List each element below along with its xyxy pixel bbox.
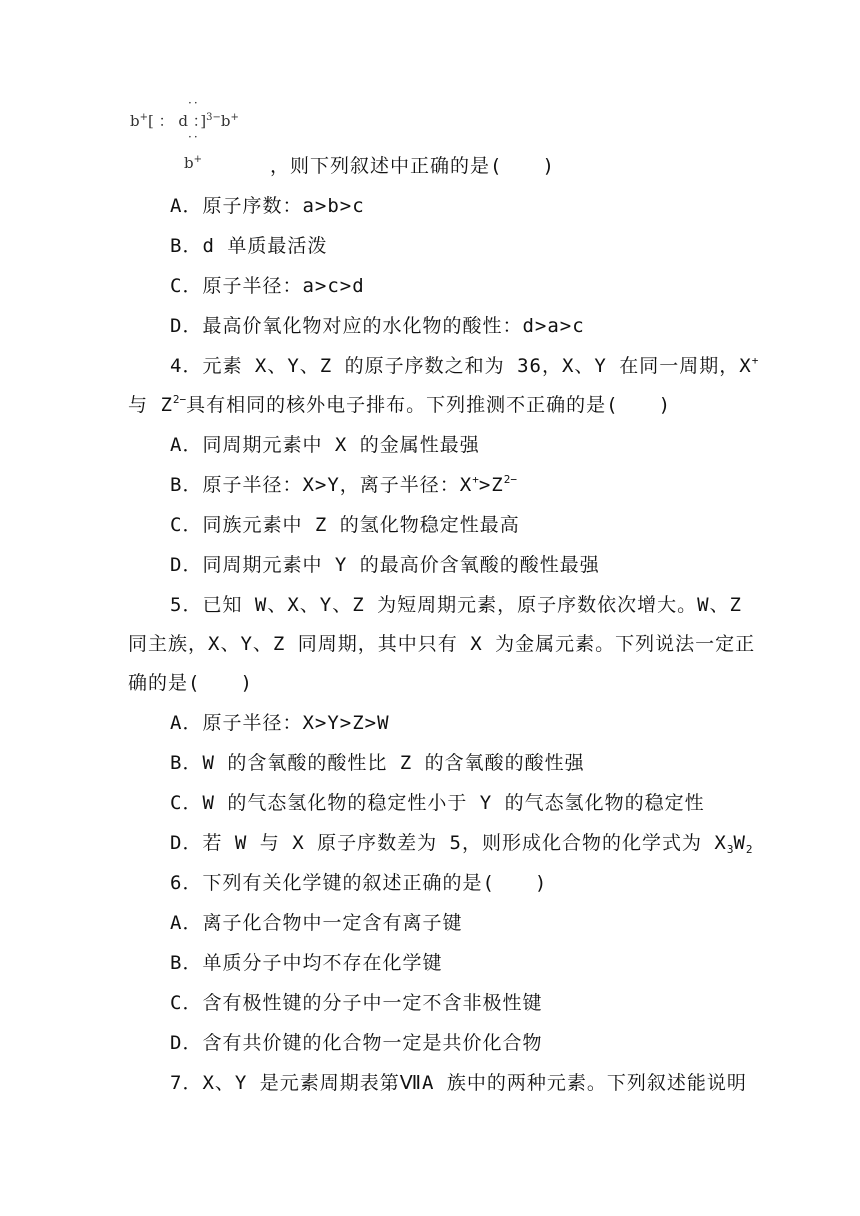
q4-stem-line2: 与 $Z^{2-}$具有相同的核外电子排布。下列推测不正确的是( ) bbox=[128, 393, 672, 416]
electron-dot-formula bbox=[130, 96, 290, 186]
left-cation: b bbox=[130, 112, 140, 130]
q5-option-c: C．W 的气态氢化物的稳定性小于 Y 的气态氢化物的稳定性 bbox=[170, 792, 705, 814]
q5-stem-line1: 5．已知 W、X、Y、Z 为短周期元素，原子序数依次增大。W、Z bbox=[170, 594, 742, 616]
right-cation-charge: + bbox=[230, 112, 239, 123]
lone-pair-top: ·· bbox=[188, 96, 200, 110]
q5-option-d: D．若 W 与 X 原子序数差为 5，则形成化合物的化学式为 $X_3W_2$ bbox=[170, 832, 753, 856]
q7-stem: 7．X、Y 是元素周期表第ⅦA 族中的两种元素。下列叙述能说明 bbox=[170, 1072, 747, 1094]
bottom-cation: b bbox=[184, 154, 194, 172]
q6-stem: 6．下列有关化学键的叙述正确的是( ) bbox=[170, 872, 548, 894]
q6-option-b: B．单质分子中均不存在化学键 bbox=[170, 952, 443, 974]
q4-option-d: D．同周期元素中 Y 的最高价含氧酸的酸性最强 bbox=[170, 554, 600, 576]
right-cation: b bbox=[220, 112, 231, 130]
q3-option-a: A．原子序数：a>b>c bbox=[170, 195, 365, 217]
q4-option-c: C．同族元素中 Z 的氢化物稳定性最高 bbox=[170, 514, 520, 536]
left-cation-charge: + bbox=[139, 112, 148, 123]
formula-main-row bbox=[130, 112, 239, 130]
lone-pair-bottom: ·· bbox=[188, 130, 200, 144]
q4-option-b: B．原子半径：X>Y，离子半径：$X^+>Z^{2-}$ bbox=[170, 473, 517, 496]
q5-stem-line2: 同主族，X、Y、Z 同周期，其中只有 X 为金属元素。下列说法一定正 bbox=[128, 633, 756, 655]
q6-option-a: A．离子化合物中一定含有离子键 bbox=[170, 912, 463, 934]
open-bracket: [ ： bbox=[148, 112, 174, 130]
q5-option-b: B．W 的含氧酸的酸性比 Z 的含氧酸的酸性强 bbox=[170, 752, 585, 774]
bottom-cation-charge: + bbox=[193, 154, 202, 165]
q3-option-c: C．原子半径：a>c>d bbox=[170, 275, 365, 297]
q6-option-d: D．含有共价键的化合物一定是共价化合物 bbox=[170, 1032, 543, 1054]
anion-charge: 3− bbox=[206, 112, 221, 123]
q3-stem-tail: ，则下列叙述中正确的是( ) bbox=[270, 155, 555, 177]
q3-option-b: B．d 单质最活泼 bbox=[170, 235, 328, 257]
center-atom: d bbox=[178, 112, 189, 130]
q5-option-a: A．原子半径：X>Y>Z>W bbox=[170, 712, 390, 734]
q4-stem-line1: 4．元素 X、Y、Z 的原子序数之和为 36，X、Y 在同一周期，X+ bbox=[170, 354, 759, 377]
q5-stem-line3: 确的是( ) bbox=[128, 672, 253, 694]
q4-option-a: A．同周期元素中 X 的金属性最强 bbox=[170, 434, 480, 456]
q6-option-c: C．含有极性键的分子中一定不含非极性键 bbox=[170, 992, 543, 1014]
q3-option-d: D．最高价氧化物对应的水化物的酸性：d>a>c bbox=[170, 315, 585, 337]
close-bracket: ：] bbox=[192, 112, 207, 130]
bottom-cation-row bbox=[184, 154, 202, 172]
